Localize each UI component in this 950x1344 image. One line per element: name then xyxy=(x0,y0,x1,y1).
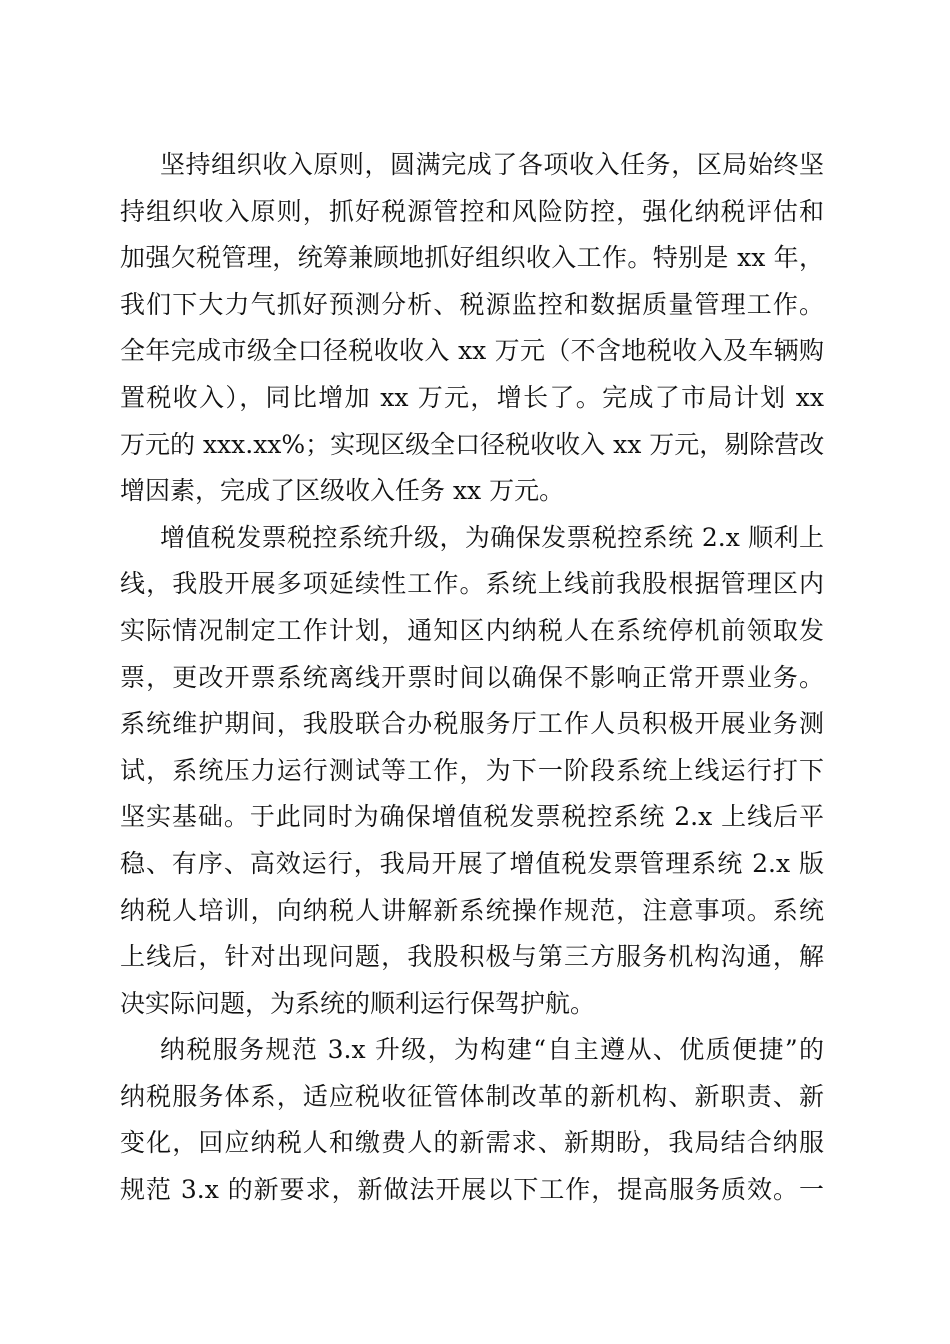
document-body xyxy=(120,142,824,1214)
text-line: 持组织收入原则，抓好税源管控和风险防控，强化纳税评估和 xyxy=(120,196,824,226)
text-line: 万元的 xxx.xx%；实现区级全口径税收收入 xx 万元，剔除营改 xyxy=(120,429,824,459)
text-line: 坚实基础。于此同时为确保增值税发票税控系统 2.x 上线后平 xyxy=(120,802,824,832)
paragraph-revenue xyxy=(120,142,824,515)
text-line: 系统维护期间，我股联合办税服务厅工作人员积极开展业务测 xyxy=(120,709,824,739)
text-line: 全年完成市级全口径税收收入 xx 万元（不含地税收入及车辆购 xyxy=(120,336,824,366)
text-line: 纳税服务体系，适应税收征管体制改革的新机构、新职责、新 xyxy=(120,1081,824,1111)
text-line: 稳、有序、高效运行，我局开展了增值税发票管理系统 2.x 版 xyxy=(120,848,824,878)
text-line: 增值税发票税控系统升级，为确保发票税控系统 2.x 顺利上 xyxy=(160,522,824,552)
paragraph-invoice-system xyxy=(120,515,824,1028)
text-line: 置税收入），同比增加 xx 万元，增长了。完成了市局计划 xx xyxy=(120,382,824,412)
text-line: 实际情况制定工作计划，通知区内纳税人在系统停机前领取发 xyxy=(120,615,824,645)
text-line: 坚持组织收入原则，圆满完成了各项收入任务，区局始终坚 xyxy=(160,150,824,179)
text-line: 我们下大力气抓好预测分析、税源监控和数据质量管理工作。 xyxy=(120,289,824,319)
text-line: 加强欠税管理，统筹兼顾地抓好组织收入工作。特别是 xx 年， xyxy=(120,243,824,273)
text-line: 票，更改开票系统离线开票时间以确保不影响正常开票业务。 xyxy=(120,662,824,692)
text-line: 增因素，完成了区级收入任务 xx 万元。 xyxy=(120,476,565,506)
text-line: 规范 3.x 的新要求，新做法开展以下工作，提高服务质效。一 xyxy=(120,1175,824,1205)
text-line: 决实际问题，为系统的顺利运行保驾护航。 xyxy=(120,988,596,1018)
text-line: 变化，回应纳税人和缴费人的新需求、新期盼，我局结合纳服 xyxy=(120,1128,824,1158)
text-line: 纳税人培训，向纳税人讲解新系统操作规范，注意事项。系统 xyxy=(120,895,824,925)
text-line: 试，系统压力运行测试等工作，为下一阶段系统上线运行打下 xyxy=(120,755,824,785)
paragraph-service-standard xyxy=(120,1027,824,1213)
text-line: 上线后，针对出现问题，我股积极与第三方服务机构沟通，解 xyxy=(120,942,824,972)
text-line: 线，我股开展多项延续性工作。系统上线前我股根据管理区内 xyxy=(120,569,824,599)
text-line: 纳税服务规范 3.x 升级，为构建“自主遵从、优质便捷”的 xyxy=(160,1035,824,1065)
